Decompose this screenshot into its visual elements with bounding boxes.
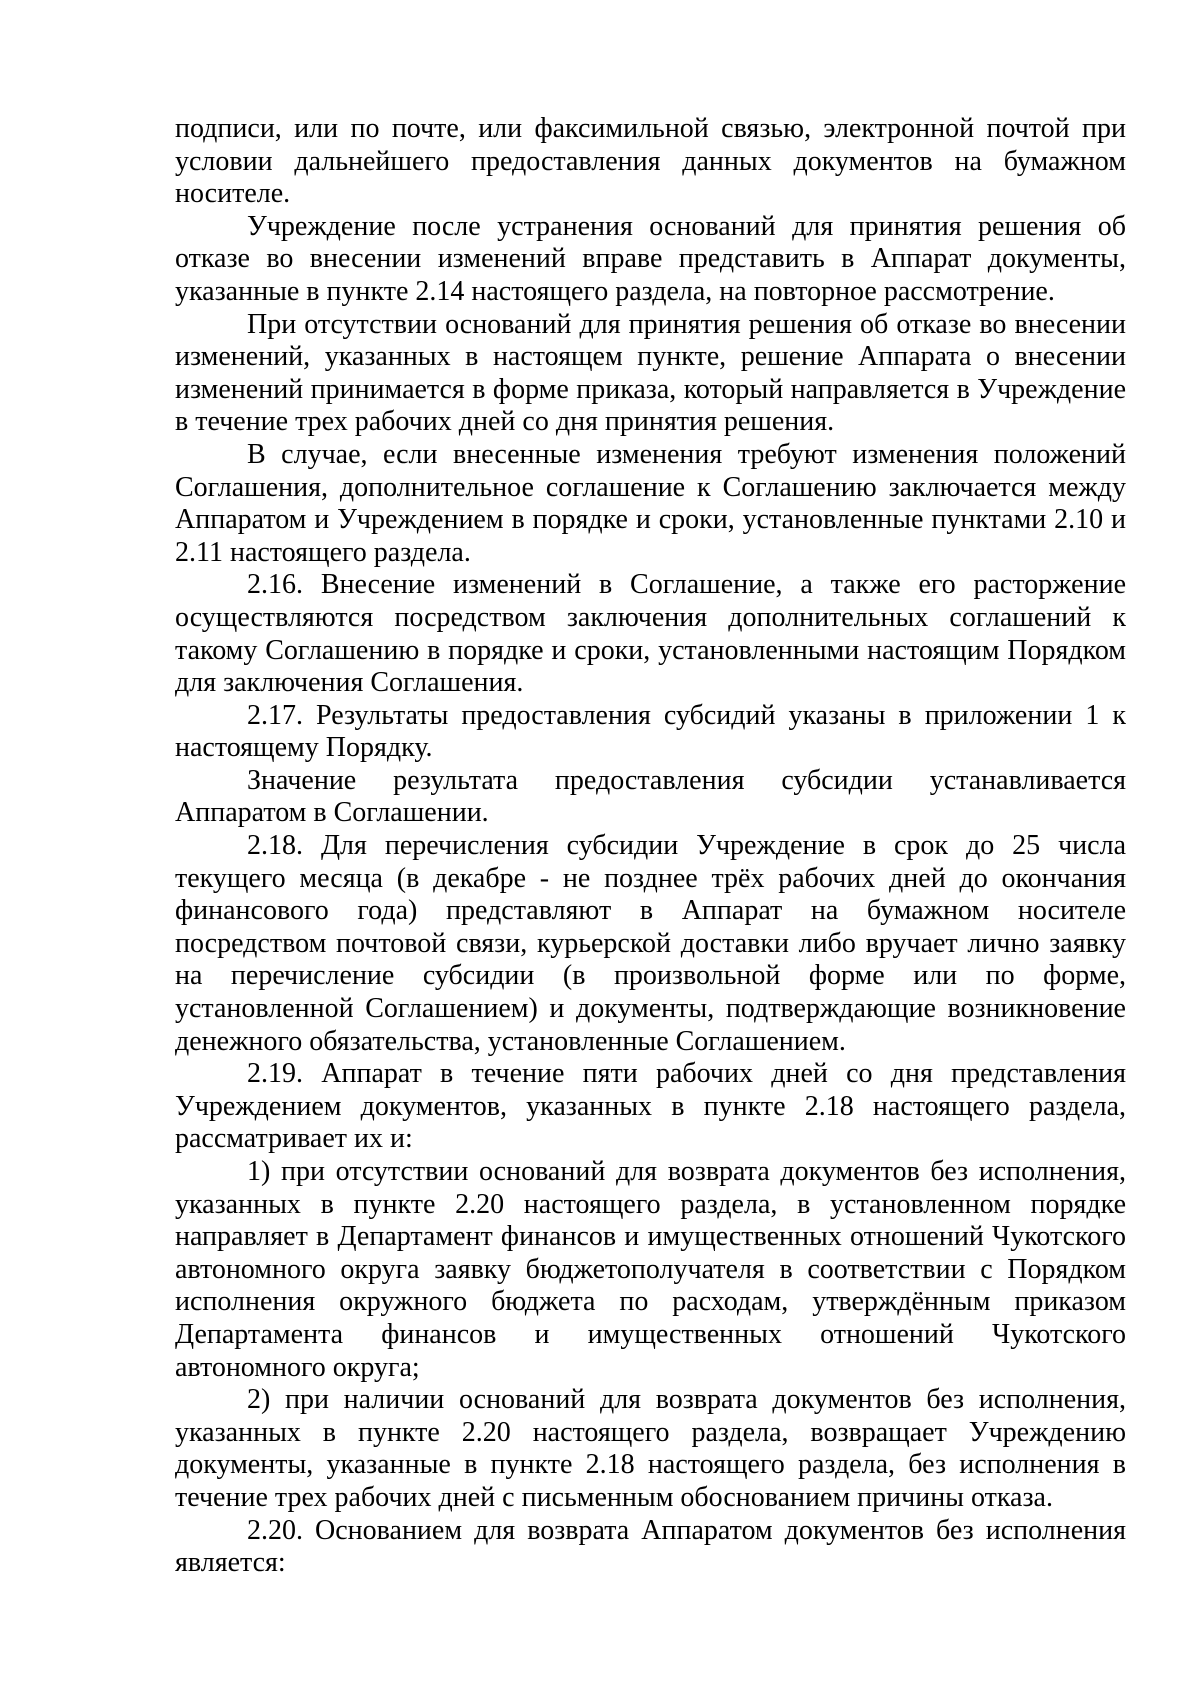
paragraph-clause-2-19: 2.19. Аппарат в течение пяти рабочих дней со дня представления Учреждением документов, указанных в пункте 2.18 настоящего раздела, рассматривает их и:	[175, 1058, 1126, 1155]
paragraph-item-2: 2) при наличии оснований для возврата документов без исполнения, указанных в пункте 2.20 настоящего раздела, возвращает Учреждению документы, указанные в пункте 2.18 настоящего раздела, без исполнения в течение трех рабочих дней с письменным обоснованием причины отказа.	[175, 1384, 1126, 1513]
document-page	[175, 113, 1126, 1580]
paragraph-clause-2-16: 2.16. Внесение изменений в Соглашение, а также его расторжение осуществляются посредством заключения дополнительных соглашений к такому Соглашению в порядке и сроки, установленными настоящим Порядком для заключения Соглашения.	[175, 569, 1126, 699]
paragraph-continuation: подписи, или по почте, или факсимильной связью, электронной почтой при условии дальнейшего предоставления данных документов на бумажном носителе.	[175, 113, 1126, 210]
paragraph-clause-2-18: 2.18. Для перечисления субсидии Учреждение в срок до 25 числа текущего месяца (в декабре - не позднее трёх рабочих дней до окончания финансового года) представляют в Аппарат на бумажном носителе посредством почтовой связи, курьерской доставки либо вручает лично заявку на перечисление субсидии (в произвольной форме или по форме, установленной Соглашением) и документы, подтверждающие возникновение денежного обязательства, установленные Соглашением.	[175, 830, 1126, 1057]
paragraph-no-grounds-for-refusal: При отсутствии оснований для принятия решения об отказе во внесении изменений, указанных в настоящем пункте, решение Аппарата о внесении изменений принимается в форме приказа, который направляется в Учреждение в течение трех рабочих дней со дня принятия решения.	[175, 308, 1126, 438]
paragraph-item-1: 1) при отсутствии оснований для возврата документов без исполнения, указанных в пункте 2.20 настоящего раздела, в установленном порядке направляет в Департамент финансов и имущественных отношений Чукотского автономного округа заявку бюджетополучателя в соответствии с Порядком исполнения окружного бюджета по расходам, утверждённым приказом Департамента финансов и имущественных отношений Чукотского автономного округа;	[175, 1156, 1126, 1383]
paragraph-additional-agreement: В случае, если внесенные изменения требуют изменения положений Соглашения, дополнительное соглашение к Соглашению заключается между Аппаратом и Учреждением в порядке и сроки, установленные пунктами 2.10 и 2.11 настоящего раздела.	[175, 438, 1126, 568]
paragraph-resubmission: Учреждение после устранения оснований для принятия решения об отказе во внесении изменений вправе представить в Аппарат документы, указанные в пункте 2.14 настоящего раздела, на повторное рассмотрение.	[175, 210, 1126, 307]
paragraph-clause-2-20: 2.20. Основанием для возврата Аппаратом документов без исполнения является:	[175, 1514, 1126, 1579]
paragraph-clause-2-17: 2.17. Результаты предоставления субсидий указаны в приложении 1 к настоящему Порядку.	[175, 699, 1126, 764]
paragraph-result-value: Значение результата предоставления субсидии устанавливается Аппаратом в Соглашении.	[175, 764, 1126, 829]
